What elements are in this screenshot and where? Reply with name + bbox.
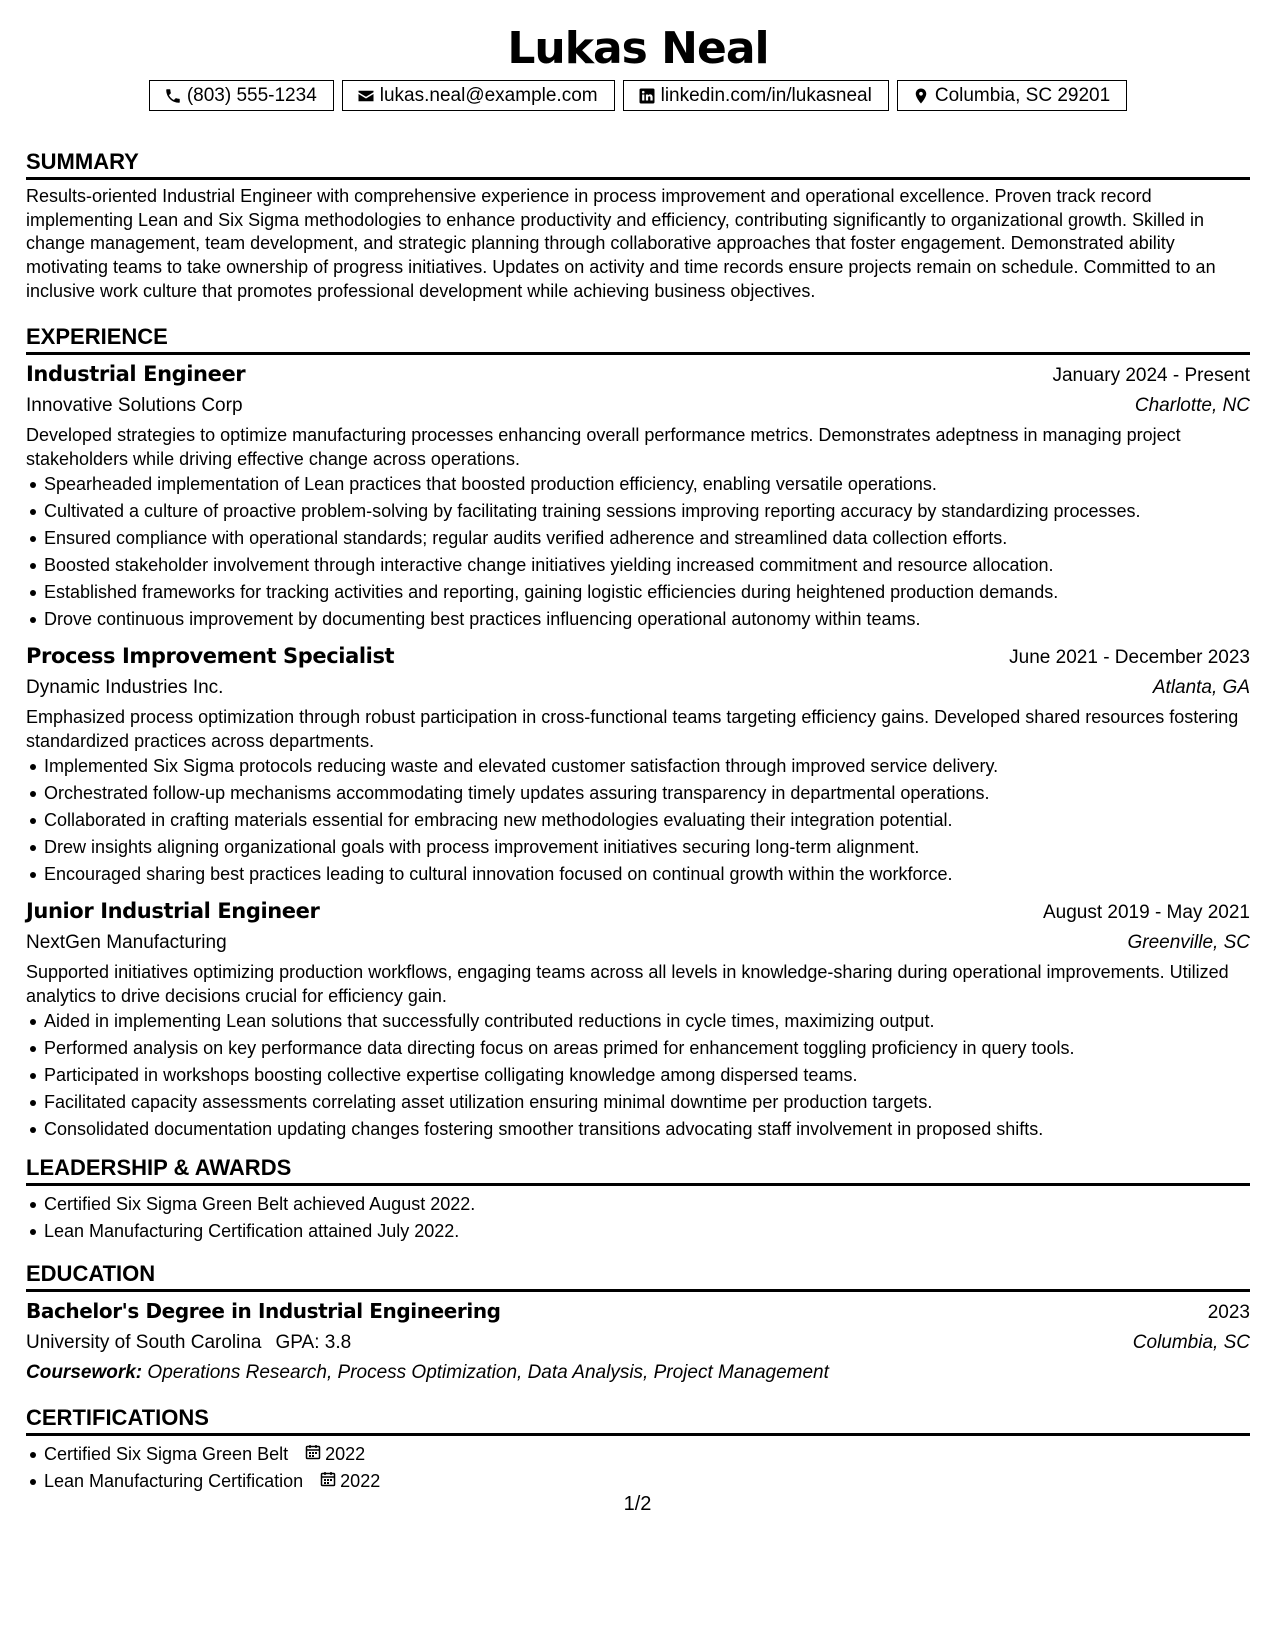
graduation-year: 2023 <box>1207 1301 1250 1323</box>
summary-heading: SUMMARY <box>26 147 1250 180</box>
job-description: Emphasized process optimization through robust participation in cross-functional teams targeting efficiency gains. Developed shared resources fostering standardized practices across departments. <box>26 706 1239 751</box>
school-line <box>26 1328 351 1358</box>
list-item: Ensured compliance with operational standards; regular audits verified adherence and streamlined data collection efforts. <box>44 525 1250 552</box>
experience-heading: EXPERIENCE <box>26 322 1250 355</box>
job-location: Charlotte, NC <box>1134 394 1250 416</box>
education-heading: EDUCATION <box>26 1259 1250 1292</box>
contact-phone[interactable] <box>149 80 334 111</box>
job-dates: January 2024 - Present <box>1052 364 1250 386</box>
contact-bar <box>26 80 1250 111</box>
list-item: Drove continuous improvement by documenting best practices influencing operational autonomy within teams. <box>44 606 1250 633</box>
calendar-icon <box>305 1441 321 1468</box>
list-item: Orchestrated follow-up mechanisms accommodating timely updates assuring transparency in departmental operations. <box>44 780 1250 807</box>
coursework-text: Operations Research, Process Optimization, Data Analysis, Project Management <box>147 1361 829 1383</box>
job-title: Junior Industrial Engineer <box>26 898 320 923</box>
job-location: Greenville, SC <box>1127 931 1250 953</box>
cert-date <box>305 1441 365 1468</box>
calendar-icon <box>320 1468 336 1495</box>
list-item <box>44 1441 1250 1468</box>
job-description: Supported initiatives optimizing production workflows, engaging teams across all levels in knowledge-sharing during operational improvements. Utilized analytics to drive decisions crucial for efficiency gain. <box>26 961 1229 1006</box>
list-item: Certified Six Sigma Green Belt achieved August 2022. <box>44 1191 1250 1218</box>
list-item: Encouraged sharing best practices leading to cultural innovation focused on continual growth within the workforce. <box>44 861 1250 888</box>
school-location: Columbia, SC <box>1132 1331 1250 1353</box>
experience-section <box>26 322 1250 1143</box>
job-entry <box>26 896 1250 1143</box>
envelope-icon <box>357 87 375 105</box>
coursework-label: Coursework: <box>26 1361 143 1383</box>
education-section <box>26 1259 1250 1388</box>
map-pin-icon <box>912 87 930 105</box>
cert-year: 2022 <box>340 1470 381 1491</box>
job-description: Developed strategies to optimize manufacturing processes enhancing overall performance metrics. Demonstrates adeptness in managing project stakeholders while driving effective change across operations. <box>26 424 1181 469</box>
list-item <box>44 1468 1250 1495</box>
resume-page <box>26 0 1250 1495</box>
job-location: Atlanta, GA <box>1152 676 1250 698</box>
list-item: Lean Manufacturing Certification attained July 2022. <box>44 1218 1250 1245</box>
job-dates: June 2021 - December 2023 <box>1009 646 1250 668</box>
job-entry <box>26 641 1250 888</box>
list-item: Participated in workshops boosting collective expertise colligating knowledge among dispersed teams. <box>44 1062 1250 1089</box>
summary-text: Results-oriented Industrial Engineer with comprehensive experience in process improvement and operational excellence. Proven track record implementing Lean and Six Sigma methodologies to enhance productivity and efficiency, contributing significantly to organizational growth. Skilled in change management, team development, and strategic planning through collaborative approaches that foster engagement. Demonstrated ability motivating teams to take ownership of progress initiatives. Updates on activity and time records ensure projects remain on schedule. Committed to an inclusive work culture that promotes professional development while achieving business objectives. <box>26 186 1216 301</box>
job-dates: August 2019 - May 2021 <box>1042 901 1250 923</box>
list-item: Implemented Six Sigma protocols reducing waste and elevated customer satisfaction through improved service delivery. <box>44 753 1250 780</box>
contact-address[interactable] <box>897 80 1127 111</box>
job-bullets <box>26 471 1250 633</box>
company-name: Innovative Solutions Corp <box>26 394 243 416</box>
job-entry <box>26 359 1250 633</box>
list-item: Boosted stakeholder involvement through interactive change initiatives yielding increased commitment and resource allocation. <box>44 552 1250 579</box>
page-number: 1/2 <box>623 1493 652 1515</box>
gpa: GPA: 3.8 <box>275 1331 352 1353</box>
cert-year: 2022 <box>325 1443 366 1464</box>
degree-name: Bachelor's Degree in Industrial Engineering <box>26 1298 501 1323</box>
job-title: Industrial Engineer <box>26 361 246 386</box>
job-bullets <box>26 753 1250 888</box>
cert-date <box>320 1468 380 1495</box>
phone-icon <box>164 87 182 105</box>
company-name: Dynamic Industries Inc. <box>26 676 224 698</box>
linkedin-icon <box>638 87 656 105</box>
list-item: Facilitated capacity assessments correlating asset utilization ensuring minimal downtime per production targets. <box>44 1089 1250 1116</box>
linkedin-text: linkedin.com/in/lukasneal <box>660 85 872 106</box>
certifications-section <box>26 1403 1250 1495</box>
coursework-line <box>26 1358 1250 1388</box>
email-text: lukas.neal@example.com <box>379 85 598 106</box>
awards-section <box>26 1153 1250 1245</box>
cert-name: Lean Manufacturing Certification <box>44 1470 304 1491</box>
list-item: Drew insights aligning organizational goals with process improvement initiatives securing long-term alignment. <box>44 834 1250 861</box>
awards-heading: LEADERSHIP & AWARDS <box>26 1153 1250 1186</box>
list-item: Established frameworks for tracking activities and reporting, gaining logistic efficiencies during heightened production demands. <box>44 579 1250 606</box>
list-item: Collaborated in crafting materials essential for embracing new methodologies evaluating their integration potential. <box>44 807 1250 834</box>
contact-email[interactable] <box>342 80 615 111</box>
awards-list <box>26 1191 1250 1245</box>
job-title: Process Improvement Specialist <box>26 643 395 668</box>
summary-section <box>26 147 1250 304</box>
list-item: Spearheaded implementation of Lean practices that boosted production efficiency, enabling versatile operations. <box>44 471 1250 498</box>
certifications-heading: CERTIFICATIONS <box>26 1403 1250 1436</box>
address-text: Columbia, SC 29201 <box>934 85 1111 106</box>
cert-name: Certified Six Sigma Green Belt <box>44 1443 289 1464</box>
certifications-list <box>26 1441 1250 1495</box>
company-name: NextGen Manufacturing <box>26 931 227 953</box>
list-item: Performed analysis on key performance data directing focus on areas primed for enhancement toggling proficiency in query tools. <box>44 1035 1250 1062</box>
job-bullets <box>26 1008 1250 1143</box>
phone-text: (803) 555-1234 <box>186 85 317 106</box>
list-item: Consolidated documentation updating changes fostering smoother transitions advocating staff involvement in proposed shifts. <box>44 1116 1250 1143</box>
list-item: Cultivated a culture of proactive problem-solving by facilitating training sessions improving reporting accuracy by standardizing processes. <box>44 498 1250 525</box>
list-item: Aided in implementing Lean solutions that successfully contributed reductions in cycle times, maximizing output. <box>44 1008 1250 1035</box>
contact-linkedin[interactable] <box>623 80 889 111</box>
school-name: University of South Carolina <box>26 1331 262 1353</box>
candidate-name: Lukas Neal <box>507 23 769 74</box>
